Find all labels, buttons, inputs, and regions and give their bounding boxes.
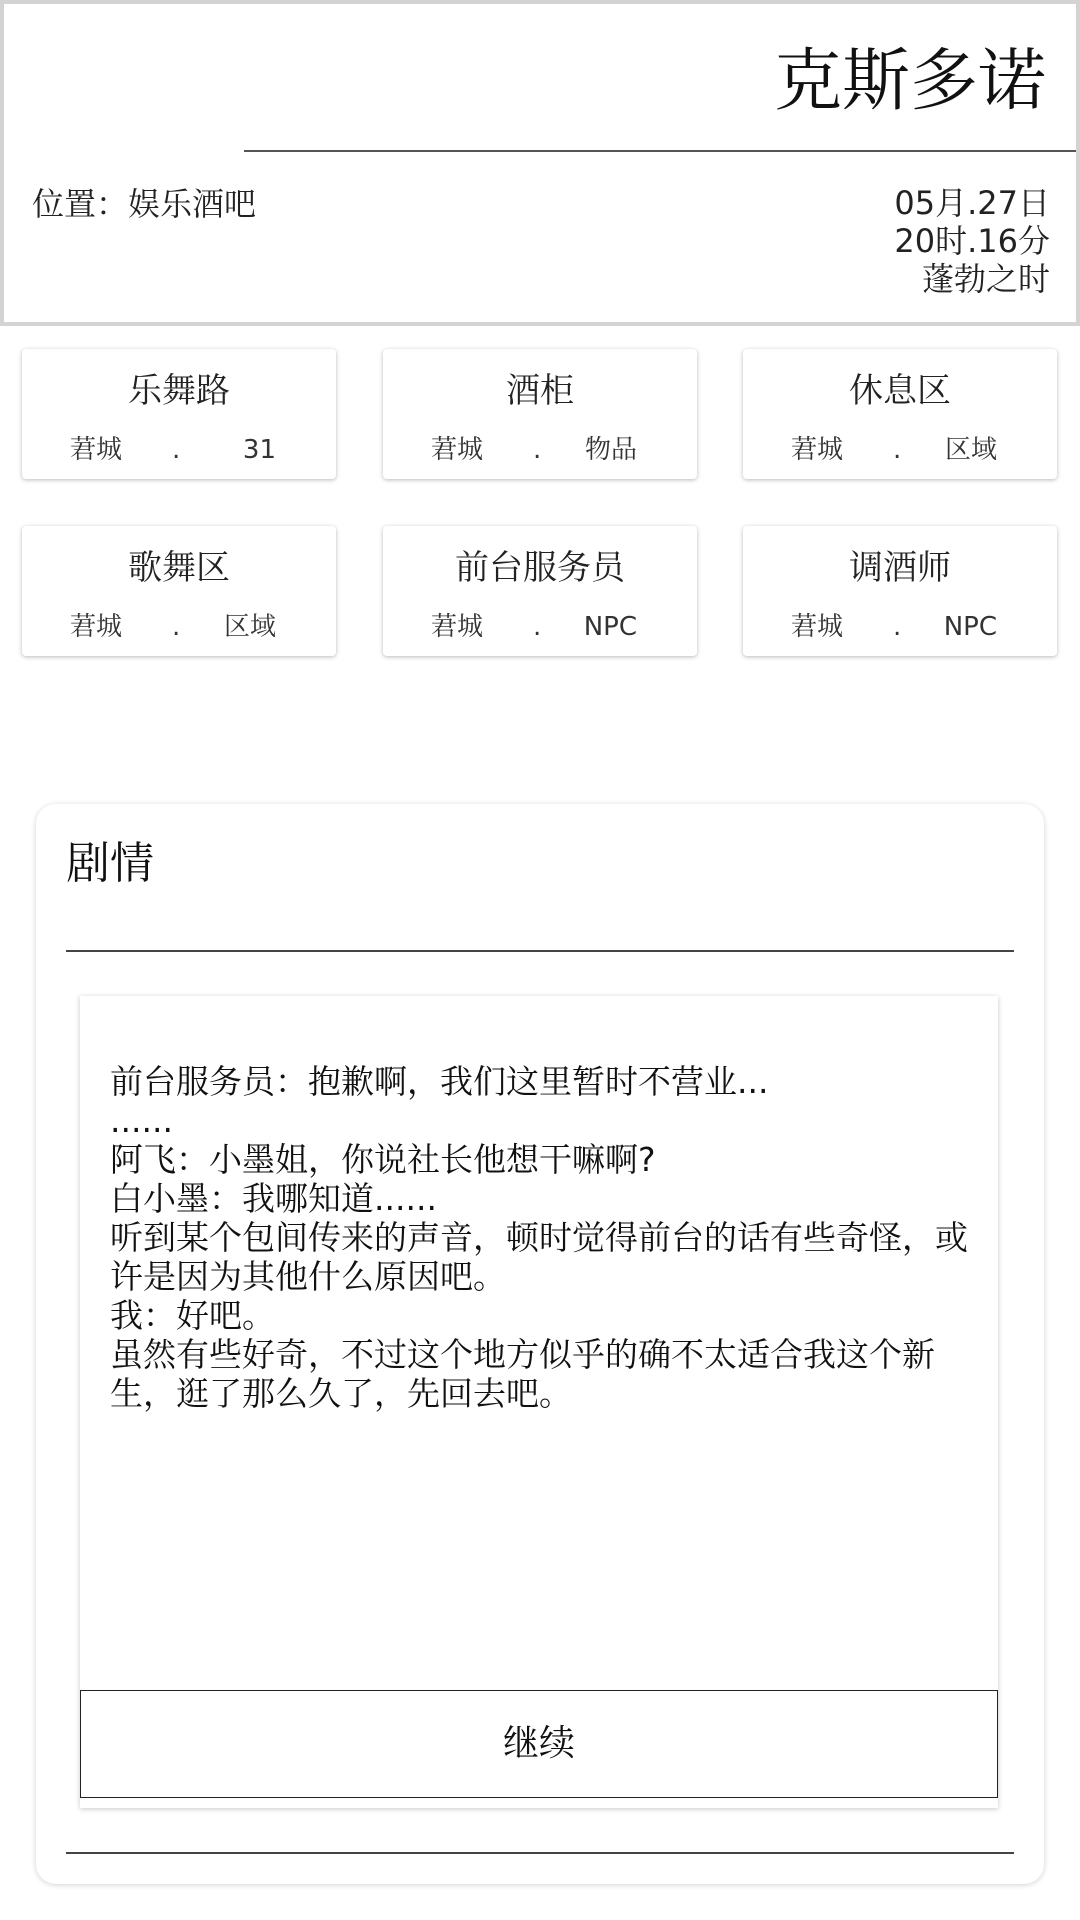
location-card-lewu-road[interactable] [22,349,336,479]
header-divider [244,150,1076,152]
story-title: 剧情 [66,838,154,889]
area-card-rest-area[interactable] [743,349,1057,479]
card-type: NPC [583,612,637,642]
dialog-line: 虽然有些好奇，不过这个地方似乎的确不太适合我这个新生，逛了那么久了，先回去吧。 [110,1335,935,1413]
card-name: 调酒师 [849,548,951,588]
dialog-line: 阿飞：小墨姐，你说社长他想干嘛啊? [110,1140,656,1179]
dialog-line: 白小墨：我哪知道...... [110,1179,437,1218]
dialog-line: 我：好吧。 [110,1296,275,1335]
card-separator: . [533,612,542,642]
card-type: 区域 [223,612,276,642]
card-name: 酒柜 [506,371,574,411]
card-name: 前台服务员 [455,548,625,588]
story-divider-bottom [66,1852,1014,1854]
npc-card-receptionist[interactable] [383,526,697,656]
story-panel [36,804,1044,1884]
game-clock [894,184,1050,298]
dialog-line: 前台服务员：抱歉啊，我们这里暂时不营业... [110,1062,769,1101]
header-panel [0,0,1080,326]
game-date: 05月.27日 [894,184,1050,222]
area-card-dance-area[interactable] [22,526,336,656]
story-divider-top [66,950,1014,952]
card-region: 莙城 [70,612,123,642]
card-separator: . [172,435,181,465]
game-time: 20时.16分 [894,222,1050,260]
card-type: 物品 [584,435,637,465]
card-region: 莙城 [431,612,484,642]
card-region: 莙城 [791,612,844,642]
card-region: 莙城 [70,435,123,465]
card-separator: . [172,612,181,642]
card-name: 休息区 [849,371,951,411]
card-name: 乐舞路 [128,371,230,411]
card-separator: . [533,435,542,465]
card-name: 歌舞区 [128,548,230,588]
card-type: 区域 [944,435,997,465]
npc-card-bartender[interactable] [743,526,1057,656]
game-period: 蓬勃之时 [921,260,1050,298]
card-region: 莙城 [791,435,844,465]
item-card-liquor-cabinet[interactable] [383,349,697,479]
current-location: 位置：娱乐酒吧 [32,185,257,223]
card-separator: . [893,435,902,465]
dialog-line: ...... [110,1101,173,1140]
card-type: 31 [242,435,276,465]
card-region: 莙城 [431,435,484,465]
card-type: NPC [943,612,997,642]
page-title: 克斯多诺 [773,42,1046,121]
dialog-line: 听到某个包间传来的声音，顿时觉得前台的话有些奇怪，或许是因为其他什么原因吧。 [110,1218,968,1296]
continue-button[interactable]: 继续 [80,1690,998,1798]
dialog-card [80,996,998,1808]
card-separator: . [893,612,902,642]
dialog-text [110,1062,972,1413]
